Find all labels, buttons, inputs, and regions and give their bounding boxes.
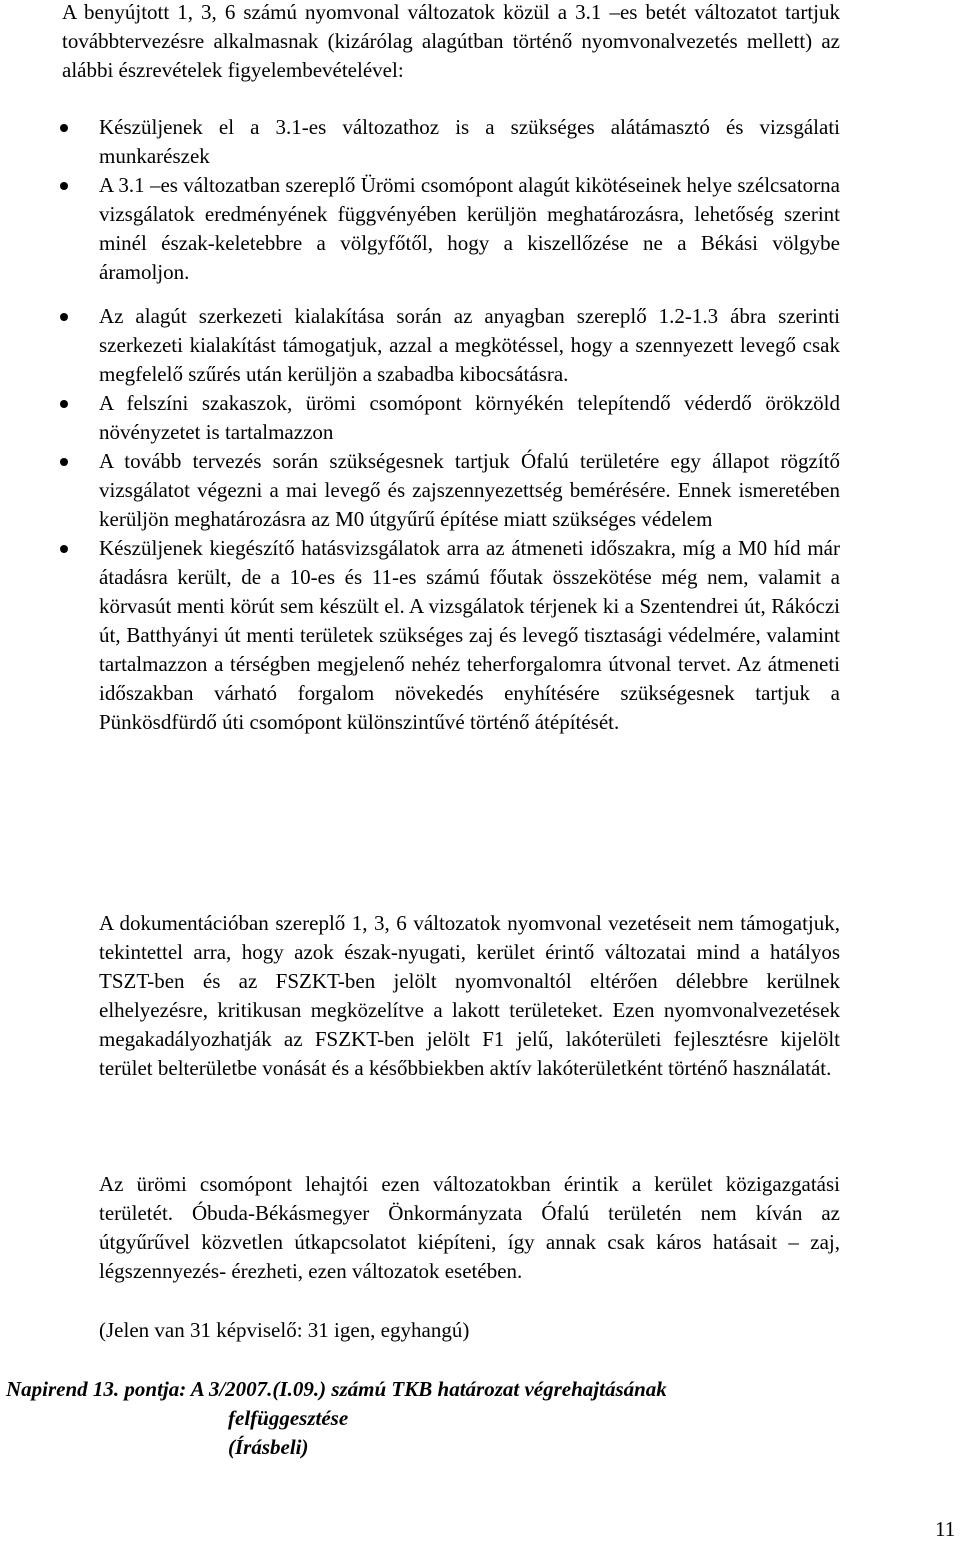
list-item-text: A tovább tervezés során szükségesnek tartjuk Ófalú területére egy állapot rögzítő vizsgálatot végezni a mai levegő és zajszennyezettség bemérésére. Ennek ismeretében kerüljön meghatározásra az M0 útgyűrű építése miatt szükséges védelem [99, 449, 840, 531]
list-item-text: A 3.1 –es változatban szereplő Ürömi csomópont alagút kikötéseinek helye szélcsatorna vizsgálatok eredményének függvényében kerüljön meghatározásra, lehetőség szerint minél észak-keletebbre a völgyfőtől, hogy a kiszellőzése ne a Békási völgybe áramoljon. [99, 173, 840, 284]
bullet-icon [60, 124, 68, 132]
agenda-title: Napirend 13. pontja: A 3/2007.(I.09.) számú TKB határozat végrehajtásának [6, 1377, 667, 1401]
documentation-paragraph: A dokumentációban szereplő 1, 3, 6 változatok nyomvonal vezetéseit nem támogatjuk, tekintettel arra, hogy azok észak-nyugati, kerület érintő változatai mind a hatályos TSZT-ben és az FSZKT-ben jelölt nyomvonaltól eltérően délebbre kerülnek elhelyezésre, kritikusan megközelítve a lakott területeket. Ezen nyomvonalvezetések megakadályozhatják az FSZKT-ben jelölt F1 jelű, lakóterületi fejlesztésre kijelölt terület belterületbe vonását és a későbbiekben aktív lakóterületként történő használatát. [99, 911, 840, 1080]
bullet-icon [60, 182, 68, 190]
list-item [0, 171, 840, 287]
bullet-icon [60, 458, 68, 466]
bullet-icon [60, 545, 68, 553]
intro-paragraph [62, 0, 840, 85]
vote-result: (Jelen van 31 képviselő: 31 igen, egyhangú) [99, 1318, 470, 1342]
bullet-icon [60, 400, 68, 408]
observation-list [0, 113, 960, 737]
list-item [0, 389, 840, 447]
list-item-text: Az alagút szerkezeti kialakítása során az anyagban szereplő 1.2-1.3 ábra szerinti szerkezeti kialakítást támogatjuk, azzal a megkötéssel, hogy a szennyezett levegő csak megfelelő szűrés után kerüljön a szabadba kibocsátásra. [99, 304, 840, 386]
list-item [0, 534, 840, 737]
agenda-format: (Írásbeli) [228, 1435, 309, 1459]
agenda-heading [6, 1375, 906, 1462]
agenda-title-continued: felfüggesztése [228, 1406, 349, 1430]
list-item [0, 113, 840, 171]
list-item-text: Készüljenek kiegészítő hatásvizsgálatok arra az átmeneti időszakra, míg a M0 híd már átadásra került, de a 10-es és 11-es számú főutak összekötése még nem, valamit a körvasút menti körút sem készült el. A vizsgálatok térjenek ki a Szentendrei út, Rákóczi út, Batthyányi út menti területek szükséges zaj és levegő tisztasági védelmére, valamint tartalmazzon a térségben megjelenő nehéz teherforgalomra útvonal tervet. Az átmeneti időszakban várható forgalom növekedés enyhítésére szükségesnek tartjuk a Pünkösdfürdő úti csomópont különszintűvé történő átépítését. [99, 536, 840, 734]
intro-text: A benyújtott 1, 3, 6 számú nyomvonal változatok közül a 3.1 –es betét változatot tartjuk továbbtervezésre alkalmasnak (kizárólag alagútban történő nyomvonalvezetés mellett) az alábbi észrevételek figyelembevételével: [62, 0, 840, 82]
list-item-text: Készüljenek el a 3.1-es változathoz is a szükséges alátámasztó és vizsgálati munkarészek [99, 115, 840, 168]
list-item-text: A felszíni szakaszok, ürömi csomópont környékén telepítendő véderdő örökzöld növényzetet is tartalmazzon [99, 391, 840, 444]
list-item [0, 447, 840, 534]
page-number: 11 [935, 1517, 956, 1541]
list-item [0, 302, 840, 389]
junction-paragraph: Az ürömi csomópont lehajtói ezen változatokban érintik a kerület közigazgatási területét. Óbuda-Békásmegyer Önkormányzata Ófalú területén nem kíván az útgyűrűvel közvetlen útkapcsolatot kiépíteni, így annak csak káros hatásait – zaj, légszennyezés- érezheti, ezen változatok esetében. [99, 1172, 840, 1283]
bullet-icon [60, 313, 68, 321]
